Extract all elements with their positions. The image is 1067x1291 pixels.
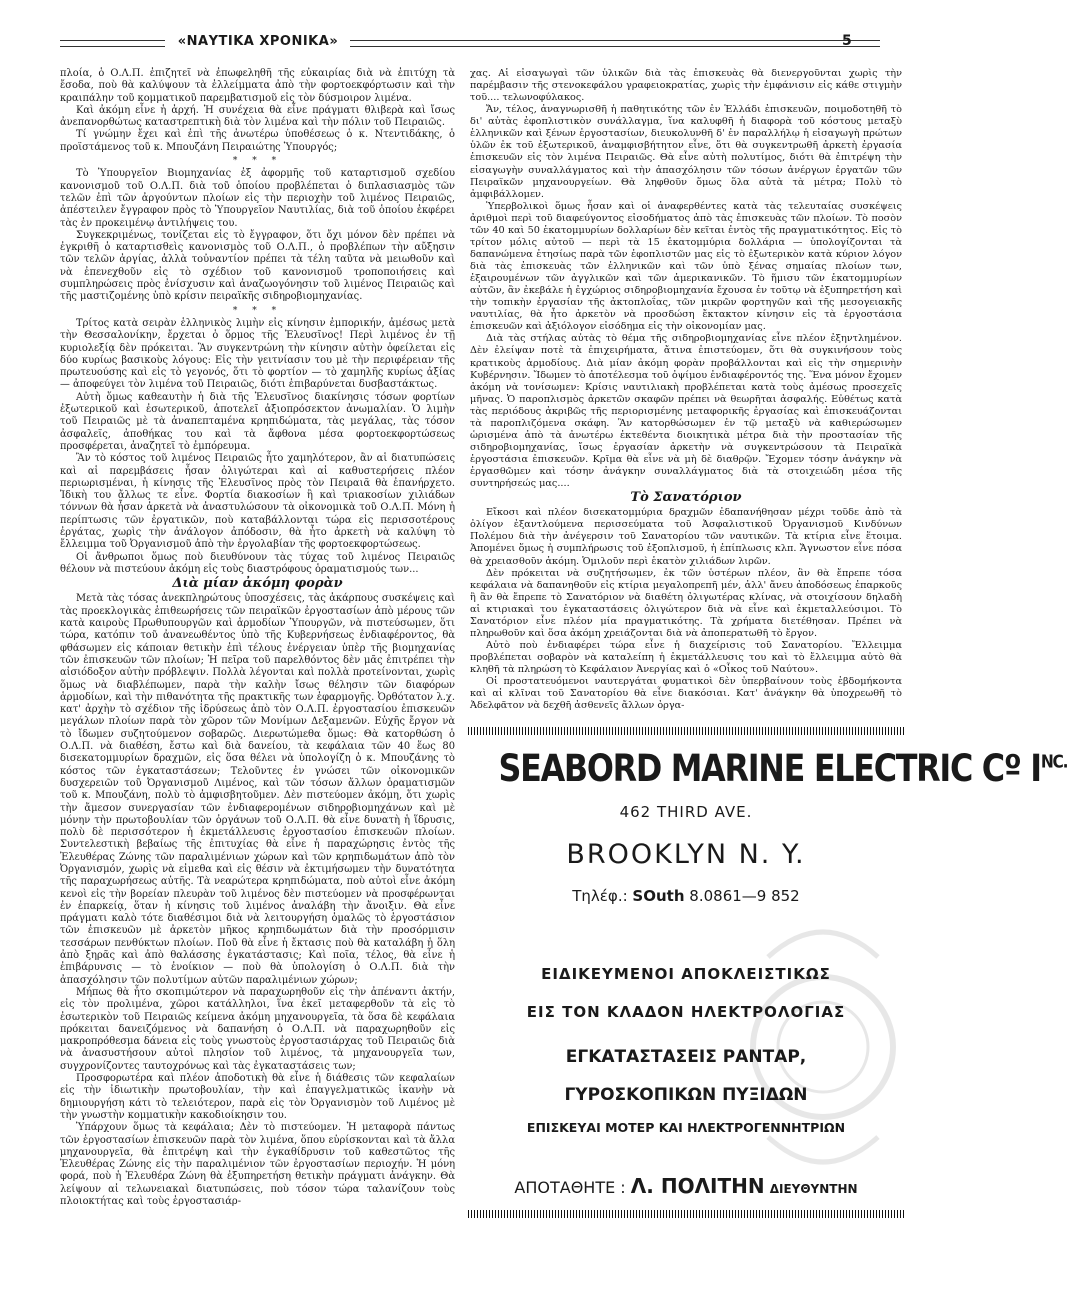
ad-line-field: ΕΙΣ ΤΟΝ ΚΛΑΔΟΝ ΗΛΕΚΤΡΟΛΟΓΙΑΣ <box>526 1003 846 1021</box>
paragraph: Μετὰ τὰς τόσας ἀνεκπληρώτους ὑποσχέσεις, τὰς ἀκάρπους συσκέψεις καὶ τὰς προεκλογικὰς ἐπιθεωρήσεις τῶν πειραϊκῶν ἐργοστασίων ἀπὸ μέρους τῶν κατὰ καιροὺς Πρωθυπουργῶν καὶ ἁρμοδίων Ὑπουργῶν, νὰ πιστεύσωμεν, ὅτι τώρα, κατόπιν τοῦ ἀνανεωθέντος ὑπὸ τῆς Κυβερνήσεως ἐνδιαφέροντος, θὰ φθάσωμεν εἰς κάποιαν θετικὴν ἐπὶ τέλους ἐνέργειαν ὑπὲρ τῆς βιομηχανίας τῶν ἐπισκευῶν τῶν πλοίων; Ἡ πεῖρα τοῦ παρελθόντος δὲν μᾶς ἐπιτρέπει τὴν αἰσιόδοξον αὐτὴν πρόβλεψιν. Πολλὰ λέγονται καὶ πολλὰ προτείνονται, χωρὶς ὅμως νὰ διαβλέπωμεν, παρὰ τὴν καλὴν ἴσως θέλησιν τῶν διαφόρων ἁρμοδίων, καὶ τὴν πιθανότητα τῆς πρακτικῆς των ἐφαρμογῆς. Ὀρθότατον λ.χ. κατ' ἀρχὴν τὸ σχέδιον τῆς ἱδρύσεως ἀπὸ τὸν Ο.Λ.Π. ἐργοστασίου ἐπισκευῶν μεγάλων πλοίων παρὰ τὸν χῶρον τῶν Μονίμων Δεξαμενῶν. Εὐχῆς ἔργον νὰ τὸ ἴδωμεν συζητούμενον σοβαρῶς. Διερωτώμεθα ὅμως: Θὰ κατορθώση ὁ Ο.Λ.Π. νὰ διαθέση, ἔστω καὶ διὰ δανείου, τὰ κεφάλαια τῶν 40 ἕως 80 δισεκατομμυρίων δραχμῶν, εἰς ὅσα θέλει νὰ ὑπολογίζη ὁ κ. Μπουζάνης τὸ κόστος τῶν ἐγκαταστάσεων; Τελοῦντες ἐν γνώσει τῶν οἰκονομικῶν δυσχερειῶν τοῦ Ὀργανισμοῦ Λιμένος, καὶ τῶν τόσων ἄλλων ὁραματισμῶν τοῦ κ. Μπουζάνη, πολὺ τὸ ἀμφισβητοῦμεν. Δὲν πιστεύομεν ἀκόμη, ὅτι χωρὶς τὴν ἄμεσον συνεργασίαν τῶν ἐνδιαφερομένων σιδηροβιομηχάνων καὶ μὲ μόνην τὴν πρωτοβουλίαν τῶν ὀργάνων τοῦ Ο.Λ.Π. θὰ εἶνε δυνατὴ ἡ ἵδρυσις, πολὺ δὲ περισσότερον ἡ ἐκμετάλλευσις ἐργοστασίου ἐπισκευῶν πλοίων. Συντελεστικὴ βεβαίως τῆς ἐπιτυχίας θὰ εἶνε ἡ παραχώρησις ἐντὸς τῆς Ἐλευθέρας Ζώνης τῶν παραλιμένιων χώρων καὶ τῶν κρηπιδωμάτων ἀπὸ τὸν Ὀργανισμόν, χωρὶς νὰ εἰμεθα καὶ εἰς θέσιν νὰ ἐκτιμήσωμεν τὴν δυνατότητα τῆς παραχωρήσεως αὐτῆς. Τὰ νεαρώτερα κρηπιδώματα, ποὺ αὐτοὶ εἶνε ἀκόμη κενοὶ εἰς τὴν βορείαν πλευρὰν τοῦ λιμένος δὲν πιστεύομεν νὰ προσφέρωνται ἐν ἐπαρκείᾳ, ὅταν ἡ κίνησις τοῦ λιμένος ἀναλάβη τὴν ἄνοιξιν. Θὰ εἶνε πράγματι καλὸ τότε διαθέσιμοι διὰ νὰ λειτουργήση ὁμαλῶς τὸ ἐργοστάσιον τῶν ἐπισκευῶν μὲ ἀρκετὸν μῆκος κρηπιδωμάτων διὰ τὴν προσόρμισιν τεσσάρων πενθύκτων πλοίων. Ποῦ θὰ εἶνε ἡ ἔκτασις ποὺ θὰ καταλάβη ἡ ὅλη ἀπὸ ξηρᾶς καὶ ἀπὸ θαλάσσης ἐγκατάστασις; Καὶ ποῖα, τέλος, θὰ εἶνε ἡ ἐπιβάρυνσις — τὸ ἐνοίκιον — ποὺ θὰ ὑπολογίση ὁ Ο.Λ.Π. διὰ τὴν ἀπασχόλησιν τῶν πολυτίμων αὐτῶν παραλιμένιων χώρων; <box>60 593 455 986</box>
masthead <box>60 34 860 54</box>
paragraph: Καὶ ἀκόμη εἶνε ἡ ἀρχή. Ἡ συνέχεια θὰ εἶνε πράγματι θλιβερὰ καὶ ἴσως ἀνεπανορθώτως καταστρεπτικὴ διὰ τὸν λιμένα καὶ τὴν πόλιν τοῦ Πειραιῶς. <box>60 104 455 129</box>
contact-reference <box>468 1174 904 1198</box>
subheading: Διὰ μίαν ἀκόμη φορὰν <box>172 576 343 592</box>
ad-line-specialization: ΕΙΔΙΚΕΥΜΕΝΟΙ ΑΠΟΚΛΕΙΣΤΙΚΩΣ <box>541 965 831 983</box>
publication-title: «ΝΑΥΤΙΚΑ ΧΡΟΝΙΚΑ» <box>177 34 339 49</box>
section-separator: * * * <box>232 305 283 316</box>
contact-title: ΔΙΕΥΘΥΝΤΗΝ <box>769 1182 858 1196</box>
masthead-rule-right <box>350 40 880 47</box>
contact-name: Λ. ΠΟΛΙΤΗΝ <box>630 1174 765 1198</box>
ad-border-top <box>468 727 904 735</box>
company-suffix: NC. <box>1040 751 1067 773</box>
ad-line-repairs: ΕΠΙΣΚΕΥΑΙ ΜΟΤΕΡ ΚΑΙ ΗΛΕΚΤΡΟΓΕΝΝΗΤΡΙΩΝ <box>526 1120 846 1135</box>
paragraph: Τρίτος κατὰ σειρὰν ἑλληνικὸς λιμὴν εἰς κίνησιν ἐμπορικήν, ἀμέσως μετὰ τὴν Θεσσαλονίκην, ἔρχεται ὁ ὅρμος τῆς Ἐλευσῖνος! Περὶ λιμένος ἐν τῇ κυριολεξίᾳ δὲν πρόκειται. Ἂν συγκεντρώνη τὴν κίνησιν αὐτὴν ὀφείλεται εἰς δύο κυρίως βασικοὺς λόγους: Εἰς τὴν γειτνίασιν του μὲ τὴν περιφέρειαν τῆς πρωτευούσης καὶ εἰς τὸ γεγονός, ὅτι τὸ φορτίον — τὸ χαμηλῆς κυρίως ἀξίας — ἀποφεύγει τὸν λιμένα τοῦ Πειραιῶς, διότι ἐπιβαρύνεται δυσβαστάκτως. <box>60 317 455 391</box>
paragraph: Αὐτὴ ὅμως καθεαυτὴν ἡ διὰ τῆς Ἐλευσῖνος διακίνησις τόσων φορτίων ἐξωτερικοῦ καὶ ἐσωτερικοῦ, ἀποτελεῖ ἀξιοπρόσεκτον ἀνωμαλίαν. Ὁ λιμὴν τοῦ Πειραιῶς μὲ τὰ ἀναπεπταμένα κρηπιδώματα, τὰς μεγάλας, τὰς τόσον ἀσφαλεῖς, ἀποθήκας του καὶ τὰ ἄφθονα μέσα φορτοεκφορτώσεως προσφέρεται, ἀναζητεῖ τὸ ἐμπόρευμα. <box>60 391 455 452</box>
section-separator: * * * <box>232 156 283 167</box>
ad-line-radar: ΕΓΚΑΤΑΣΤΑΣΕΙΣ ΡΑΝΤΑΡ, <box>565 1047 807 1067</box>
paragraph: πλοία, ὁ Ο.Λ.Π. ἐπιζητεῖ νὰ ἐπωφεληθῆ τῆς εὐκαιρίας διὰ νὰ ἐπιτύχη τὰ ἔσοδα, ποὺ θὰ καλύψουν τὰ ἐλλείμματα ἀπὸ τὴν φορτοεκφόρτωσιν καὶ τὴν κραιπάλην τοῦ κομματικοῦ παρεμβατισμοῦ εἰς τὸν δύσμοιρον λιμένα. <box>60 68 455 104</box>
paragraph: Εἴκοσι καὶ πλέον δισεκατομμύρια δραχμῶν ἐδαπανήθησαν μέχρι τοῦδε ἀπὸ τὰ ὀλίγον ἐξαντλούμενα περισσεύματα τοῦ Ἀσφαλιστικοῦ Ὀργανισμοῦ Κινδύνων Πολέμου διὰ τὴν ἀνέγερσιν τοῦ Σανατορίου τῶν ναυτικῶν. Τὰ κτίρια εἶνε ἕτοιμα. Ἀπομένει ὅμως ἡ συμπλήρωσις τοῦ ἐξοπλισμοῦ, ἡ ἐπίπλωσις κλπ. Ἄγνωστον εἶνε πόσα θὰ χρειασθοῦν ἀκόμη. Ὁμιλοῦν περὶ ἑκατὸν χιλιάδων λιρῶν. <box>470 507 902 567</box>
paragraph: Τί γνώμην ἔχει καὶ ἐπὶ τῆς ἀνωτέρω ὑποθέσεως ὁ κ. Ντεντιδάκης, ὁ προϊστάμενος τοῦ κ. Μπουζάνη Πειραιώτης Ὑπουργός; <box>60 129 455 153</box>
ad-border-bottom <box>468 1210 904 1218</box>
city: BROOKLYN N. Y. <box>566 839 806 870</box>
page-number: 5 <box>842 33 852 49</box>
phone <box>468 887 904 905</box>
right-column <box>470 68 902 712</box>
paragraph: Συγκεκριμένως, τονίζεται εἰς τὸ ἔγγραφον, ὅτι ὄχι μόνον δὲν πρέπει νὰ ἐγκριθῆ ὁ καταρτισθεὶς κανονισμὸς τοῦ Ο.Λ.Π., ὁ προβλέπων τὴν αὔξησιν τῶν τελῶν ἀργίας, ἀλλὰ τοὐναντίον πρέπει τὰ τέλη ταῦτα νὰ μειωθοῦν καὶ νὰ ἐπενεχθοῦν εἰς τὸ σχέδιον τοῦ κανονισμοῦ τροποποιήσεις καὶ συμπληρώσεις πρὸς ἐνίσχυσιν καὶ ἀναζωογόνησιν τοῦ λιμένος Πειραιῶς καὶ τῆς μαστιζομένης ὑπὸ κρίσιν πειραϊκῆς σιδηροβιομηχανίας. <box>60 229 455 303</box>
phone-numbers: 8.0861—9 852 <box>689 887 800 905</box>
street-address: 462 THIRD AVE. <box>619 803 753 821</box>
ad-line-gyrocompass: ΓΥΡΟΣΚΟΠΙΚΩΝ ΠΥΞΙΔΩΝ <box>564 1085 808 1105</box>
contact-label: ΑΠΟΤΑΘΗΤΕ : <box>514 1178 626 1197</box>
company-name <box>498 747 1067 790</box>
paragraph: Ὑπερβολικοὶ ὅμως ἦσαν καὶ οἱ ἀναφερθέντες κατὰ τὰς τελευταίας συσκέψεις ἀριθμοὶ περὶ τοῦ διαφεύγοντος εἰσοδήματος ἀπὸ τὰς ἐπισκευὰς τῶν πλοίων. Τὸ ποσὸν τῶν 40 καὶ 50 ἑκατομμυρίων δολλαρίων δὲν κεῖται ἐντὸς τῆς πραγματικότητος. Εἰς τὸ τρίτον μόλις αὐτοῦ — περὶ τὰ 15 ἑκατομμύρια δολλάρια — ὑπολογίζονται τὰ δαπανώμενα ἐτησίως παρὰ τῶν ἐφοπλιστῶν μας εἰς τὸ ἐξωτερικὸν κατὰ κύριον λόγον διὰ τὰς ἐπισκευὰς τῶν ἑλληνικῶν καὶ τῶν ὑπὸ ξένας σημαίας πλοίων των, ἐξαιρουμένων τῶν ἀγγλικῶν καὶ τῶν ἀμερικανικῶν. Τὸ ἥμισυ τῶν ἑκατομμυρίων αὐτῶν, ἂν ἐκεβάλε ἡ ἐγχώριος σιδηροβιομηχανία ἔχουσα ἐν τοῦτῳ νὰ ἐξυπηρετήση καὶ τὴν τοπικὴν ἐργασίαν τῆς ἀκτοπλοΐας, τῶν μικρῶν φορτηγῶν καὶ τῆς μεσογειακῆς ναυτιλίας, θὰ ἦτο ἀρκετὸν νὰ προσδώση ἔκτακτον κίνησιν εἰς τὰ ἐργοστάσια ἐπισκευῶν καὶ ἀξιόλογον εἰσόδημα εἰς τὴν οἰκονομίαν μας. <box>470 200 902 333</box>
paragraph: Οἱ ἄνθρωποι ὅμως ποὺ διευθύνουν τὰς τύχας τοῦ λιμένος Πειραιῶς θέλουν νὰ πιστεύουν ἀκόμη εἰς τοὺς διαστρόφους ὁραματισμούς των... <box>60 551 455 575</box>
paragraph: Ἄν, τέλος, ἀναγνωρισθῆ ἡ παθητικότης τῶν ἐν Ἑλλάδι ἐπισκευῶν, ποιμοδοτηθῆ τὸ δι' αὐτὰς ἐφοπλιστικὸν συνάλλαγμα, ἵνα καλυφθῆ ἡ διαφορὰ τοῦ κόστους μεταξὺ ἑλληνικῶν καὶ ξένων ἐργοστασίων, διευκολυνθῆ δ' ἐν παραλλήλῳ ἡ εἰσαγωγὴ πρώτων ὑλῶν ἐκ τοῦ ἐξωτερικοῦ, ἀναμφισβήτητον εἶνε, ὅτι θὰ συγκεντρωθῆ ἀρκετὴ ἐργασία ἐπισκευῶν εἰς τὸν λιμένα Πειραιῶς. Θὰ εἶνε αὐτὴ πολυτίμος, διότι θὰ ἐπιτρέψη τὴν εἰσαγωγὴν συναλλάγματος καὶ τὴν ἀπασχόλησιν τῶν τόσων ἀνέργων ἐργατῶν τῶν Πειραϊκῶν μηχανουργείων. Θὰ ληφθοῦν ὅμως ὅλα αὐτὰ τὰ μέτρα; Πολὺ τὸ ἀμφιβάλλομεν. <box>470 104 902 200</box>
paragraph: Διὰ τὰς στήλας αὐτὰς τὸ θέμα τῆς σιδηροβιομηχανίας εἶνε πλέον ἐξηντλημένον. Δὲν ἐλείψαν ποτὲ τὰ ἐπιχειρήματα, ἄτινα ἐπιστεύομεν, ὅτι θὰ συγκινήσουν τοὺς κρατικοὺς ἁρμοδίους. Διὰ μίαν ἀκόμη φορὰν προβάλλονται καὶ εἰς τὴν σημερινὴν Κυβέρνησιν. Ἴδωμεν τὸ ἀποτέλεσμα τοῦ ὀψίμου ἐνδιαφέροντός της. Ἕνα μόνον ἔχομεν ἀκόμη νὰ τονίσωμεν: Κρίσις ναυτιλιακὴ προβλέπεται κατὰ τοὺς ἀμέσως προσεχεῖς μῆνας. Ὁ παροπλισμὸς ἀρκετῶν σκαφῶν πρέπει νὰ θεωρῆται ἀσφαλής. Εὐθέτως κατὰ τὰς περιόδους ἀκριβῶς τῆς περιορισμένης μεταφορικῆς ἐργασίας καὶ ἐπισκευάζονται τὰ παροπλιζόμενα σκάφη. Ἂν κατορθώσωμεν ἐν τῷ μεταξὺ νὰ καθιερώσωμεν ὡρισμένα ἀπὸ τὰ ἀνωτέρω ἐκτεθέντα διοικητικὰ μέτρα διὰ τὴν προστασίαν τῆς σιδηροβιομηχανίας, ἴσως ἐργασίαν ἀρκετὴν νὰ συγκεντρώσουν τὰ Πειραϊκὰ ἐργοστάσια ἐπισκευῶν. Κρῖμα θὰ εἶνε νὰ μὴ δὲ διαθρῷν. Ἔχομεν τόσην ἀνάγκην νὰ ἐργασθῶμεν καὶ τόσην ἀνάγκην συναλλάγματος διὰ τὰ στοιχειώδη μέσα τῆς συντηρήσεώς μας.... <box>470 333 902 490</box>
paragraph: Αὐτὸ ποὺ ἐνδιαφέρει τώρα εἶνε ἡ διαχείρισις τοῦ Σανατορίου. Ἔλλειμμα προβλέπεται σοβαρὸν νὰ καταλείπη ἡ ἐκμετάλλευσις του καὶ τὸ ἔλλειμμα αὐτὸ θὰ κληθῆ τὰ πληρώση τὸ Κεφάλαιον Ἀνεργίας καὶ ὁ «Οἶκος τοῦ Ναύτου». <box>470 639 902 676</box>
advertisement <box>468 727 1067 1219</box>
phone-exchange: SOuth <box>632 887 685 905</box>
left-column <box>60 68 455 1208</box>
paragraph: Μήπως θὰ ἦτο σκοπιμώτερον νὰ παραχωρηθοῦν εἰς τὴν ἀπέναντι ἀκτήν, εἰς τὸν προλιμένα, χῶροι κατάλληλοι, ἵνα ἐκεῖ μεταφερθοῦν τὰ εἰς τὸ ἐσωτερικὸν τοῦ Πειραιῶς κείμενα ἀκόμη μηχανουργεῖα, τὰ ὅσα δὲ κεφάλαια πρόκειται δανειζόμενος νὰ δαπανήση ὁ Ο.Λ.Π. νὰ παραχωρηθοῦν εἰς μακροπρόθεσμα δάνεια εἰς τοὺς γνωστοὺς ἐργοστασιάρχας τοῦ Πειραιῶς διὰ νὰ ἀνασυστήσουν αὐτοὶ πλησίον τοῦ λιμένος, τὰ μηχανουργεῖα των, συγχρονίζοντες ταυτοχρόνως καὶ τὰς ἐγκαταστάσεις των; <box>60 986 455 1072</box>
paragraph: χας. Αἱ εἰσαγωγαὶ τῶν ὑλικῶν διὰ τὰς ἐπισκευὰς θὰ διενεργοῦνται χωρὶς τὴν παρέμβασιν τῆς στενοκεφάλου γραφειοκρατίας, χωρὶς τὴν ἐμφάνισιν εἰς κάθε στιγμὴν τοῦ.... τελωνοφύλακος. <box>470 68 902 104</box>
paragraph: Ὑπάρχουν ὅμως τὰ κεφάλαια; Δὲν τὸ πιστεύομεν. Ἡ μεταφορὰ πάντως τῶν ἐργοστασίων ἐπισκευῶν παρὰ τὸν λιμένα, ὅπου εὑρίσκονται καὶ τὰ ἄλλα μηχανουργεῖα, θὰ ἐπιτρέψη καὶ τὴν ἐγκαθίδρυσιν τοῦ καθεστῶτος τῆς Ἐλευθέρας Ζώνης εἰς τὴν παραλιμένιον τῶν ἐργοστασίων περιοχήν. Ἡ μόνη φορά, ποὺ ἡ Ἐλευθέρα Ζώνη θὰ ἐξυπηρετήση θετικὴν πράγματι ἀνάγκην. Θὰ λείψουν αἱ τελωνειακαὶ διατυπώσεις, ποὺ τόσον τώρα ταλανίζουν τοὺς πλοιοκτήτας καὶ τοὺς ἐργοστασιάρ- <box>60 1122 455 1208</box>
paragraph: Τὸ Ὑπουργεῖον Βιομηχανίας ἐξ ἀφορμῆς τοῦ καταρτισμοῦ σχεδίου κανονισμοῦ τοῦ Ο.Λ.Π. διὰ τοῦ ὁποίου προβλέπεται ὁ διπλασιασμὸς τῶν τελῶν ἐπὶ τῶν ἀργούντων πλοίων εἰς τὴν περιοχὴν τοῦ λιμένος Πειραιῶς, ἀπέστειλεν ἔγγραφον πρὸς τὸ Ὑπουργεῖον Ναυτιλίας, διὰ τοῦ ὁποίου ἐκφέρει τὰς ἐν προκειμένῳ ἀντιλήψεις του. <box>60 168 455 229</box>
paragraph: Ἂν τὸ κόστος τοῦ λιμένος Πειραιῶς ἦτο χαμηλότερον, ἂν αἱ διατυπώσεις καὶ αἱ παρεμβάσεις ἦσαν ὀλιγώτεραι καὶ αἱ καθυστερήσεις πλέον περιωρισμέναι, ἡ κίνησις τῆς Ἐλευσῖνος πρὸς τὸν Πειραιᾶ θὰ ἐπανήρχετο. Ἰδικὴ του ἄλλως τε εἶνε. Φορτία διακοσίων ἢ καὶ τριακοσίων χιλιάδων τόννων θὰ ἦσαν ἀρκετὰ νὰ ἀναστυλώσουν τὰ οἰκονομικὰ τοῦ Ο.Λ.Π. Μόνη ἡ περίπτωσις τῶν ἐργατικῶν, ποὺ καταβάλλονται τώρα εἰς περισσοτέρους ἐργάτας, χωρὶς τὴν ἀνάλογον ἀπόδοσιν, θὰ ἦτο ἀρκετὴ νὰ καλύψη τὸ ἔλλειμμα τοῦ Ὀργανισμοῦ ἀπὸ τὴν ἐργολαβίαν τῆς φορτοεκφορτώσεως. <box>60 453 455 551</box>
paragraph: Δὲν πρόκειται νὰ συζητήσωμεν, ἐκ τῶν ὑστέρων πλέον, ἂν θὰ ἔπρεπε τόσα κεφάλαια νὰ δαπανηθοῦν εἰς κτίρια μεγαλοπρεπῆ μέν, ἀλλ' ἄνευ ἀποδόσεως ἐπαρκοῦς ἢ ἂν θὰ ἔπρεπε τὸ Σανατόριον νὰ διαθέτη ὀλιγωτέρας κλίνας, νὰ στοιχίσουν δηλαδὴ αἱ κτιριακαὶ του ἐγκαταστάσεις ὀλιγώτερον διὰ νὰ εἶνε καὶ ἐκμεταλλεύσιμοι. Τὸ Σανατόριον εἶνε πλέον μία πραγματικότης. Τὰ χρήματα διετέθησαν. Πρέπει νὰ πληρωθοῦν καὶ ὅσα ἀκόμη χρειάζονται διὰ νὰ ἀποπερατωθῆ τὸ ἔργον. <box>470 567 902 639</box>
subheading: Τὸ Σανατόριον <box>630 490 742 506</box>
paragraph: Οἱ προστατευόμενοι ναυτεργάται φυματικοὶ δὲν ὑπερβαίνουν τοὺς ἑβδομήκοντα καὶ αἱ κλῖναι τοῦ Σανατορίου θὰ εἶνε διακόσιαι. Κατ' ἀνάγκην θὰ ὑποχρεωθῆ τὸ Ἀδελφᾶτον νὰ δεχθῆ ἀσθενεῖς ἄλλων ὀργα- <box>470 676 902 712</box>
masthead-rule-left <box>60 40 165 47</box>
paragraph: Προσφορωτέρα καὶ πλέον ἀποδοτικὴ θὰ εἶνε ἡ διάθεσις τῶν κεφαλαίων εἰς τὴν ἰδιωτικὴν πρωτοβουλίαν, τὴν καὶ ἐπαγγελματικῶς ἱκανὴν νὰ δημιουργήση κάτι τὸ τελειότερον, παρὰ εἰς τὸν Ὀργανισμὸν τοῦ Λιμένος μὲ τὴν γνωστὴν κομματικὴν κακοδιοίκησιν του. <box>60 1073 455 1121</box>
company-name-text: SEABORD MARINE ELECTRIC Cº I <box>498 747 1041 790</box>
phone-label: Τηλέφ.: <box>572 887 628 905</box>
